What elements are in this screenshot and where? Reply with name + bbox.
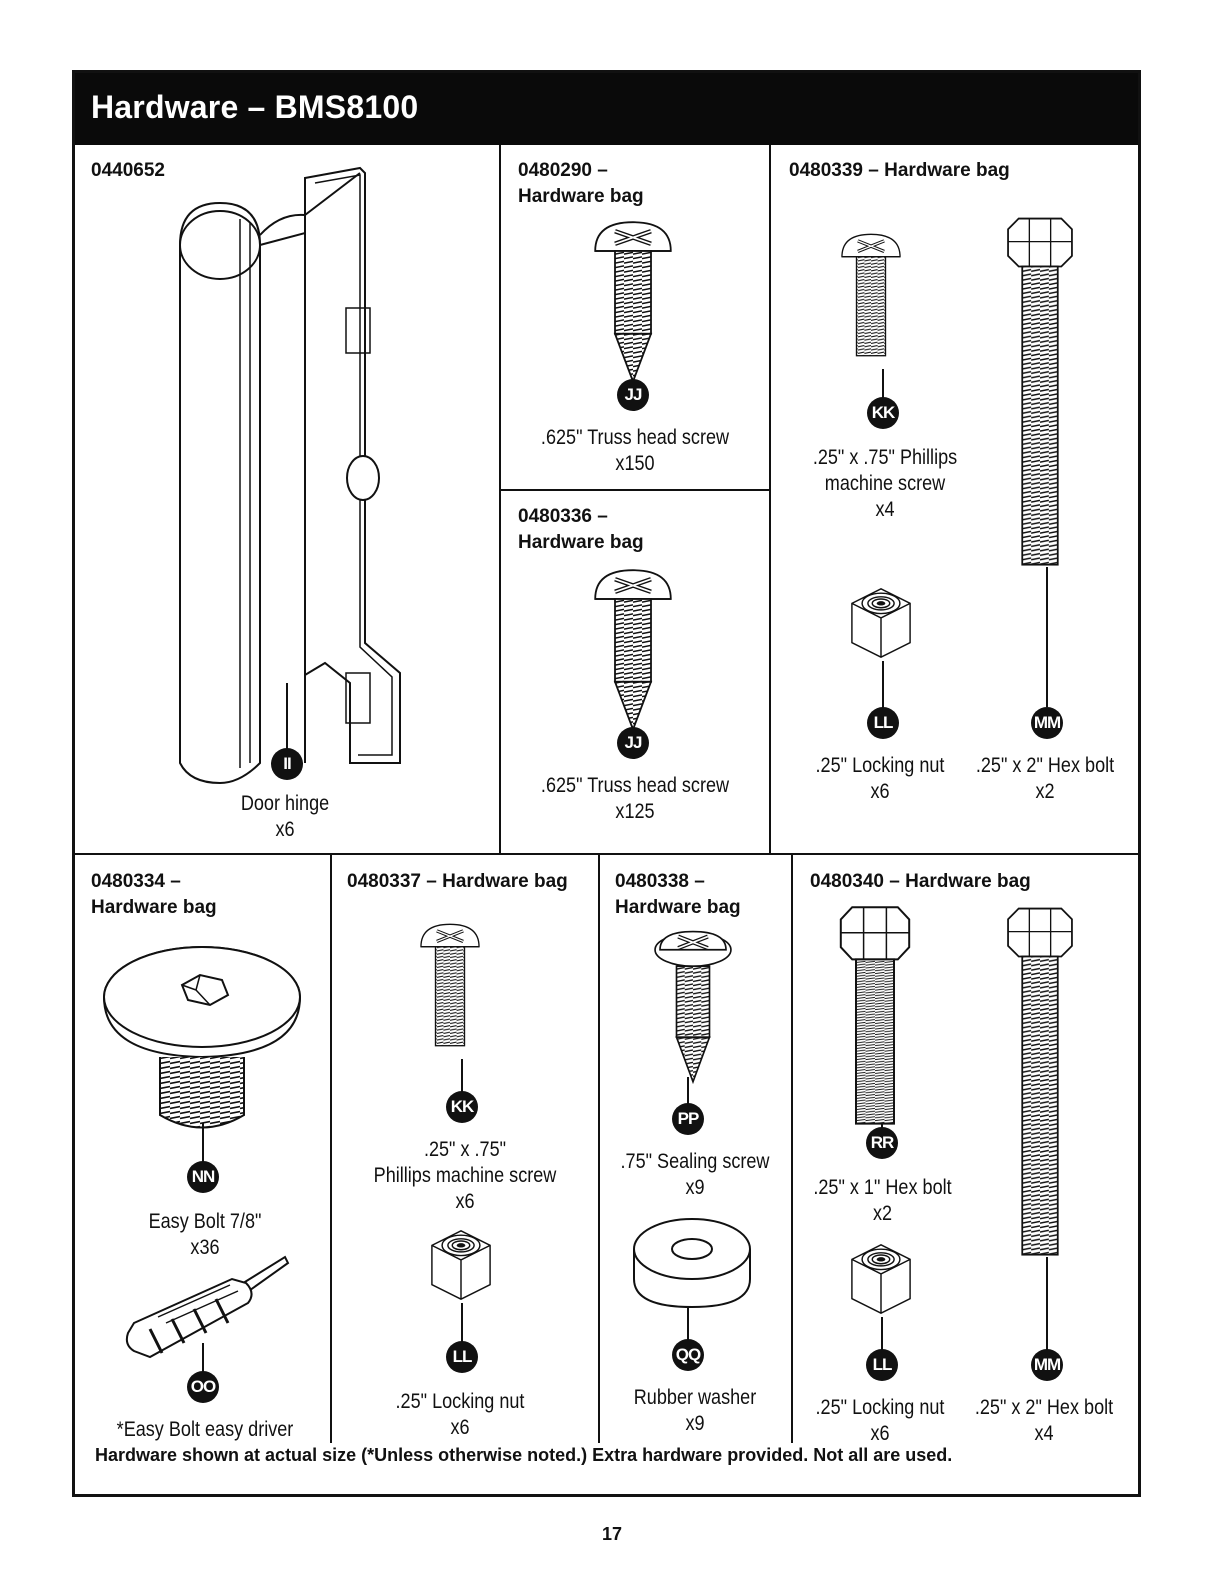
callout-ll: LL xyxy=(866,1349,898,1381)
part-name: Door hinge xyxy=(240,792,330,815)
callout-qq: QQ xyxy=(672,1339,704,1371)
part-code: 0480334 – xyxy=(91,871,181,892)
hardware-sheet xyxy=(72,70,1141,1497)
divider xyxy=(791,855,793,1443)
locking-nut-illustration xyxy=(415,1225,507,1305)
part-qty: x36 xyxy=(190,1236,220,1259)
rubber-washer-illustration xyxy=(630,1213,754,1313)
part-qty: x4 xyxy=(875,498,895,521)
part-qty: x125 xyxy=(615,800,655,823)
part-qty: x2 xyxy=(872,1202,893,1225)
callout-mm: MM xyxy=(1031,707,1063,739)
leader-line xyxy=(881,1317,883,1353)
part-code: 0480339 – Hardware bag xyxy=(789,160,1010,181)
part-name: Rubber washer xyxy=(633,1386,757,1409)
divider xyxy=(769,145,771,855)
divider xyxy=(75,853,1138,855)
part-name: .25" Locking nut xyxy=(815,1396,945,1419)
part-name: .25" x 2" Hex bolt xyxy=(975,754,1115,777)
leader-line xyxy=(1046,1257,1048,1351)
part-qty: x6 xyxy=(870,1422,890,1445)
part-name: .25" x .75" Phillips xyxy=(812,446,958,469)
callout-pp: PP xyxy=(672,1103,704,1135)
part-code: 0480338 – xyxy=(615,871,705,892)
leader-line xyxy=(882,369,884,399)
part-name: .25" x 2" Hex bolt xyxy=(974,1396,1114,1419)
locking-nut-illustration xyxy=(835,1239,927,1319)
part-name-cont: machine screw xyxy=(824,472,946,495)
part-code: 0440652 xyxy=(91,160,165,181)
leader-line xyxy=(1046,567,1048,707)
part-code-sub: Hardware bag xyxy=(615,897,741,918)
part-code: 0480290 – xyxy=(518,160,608,181)
callout-nn: NN xyxy=(187,1161,219,1193)
callout-rr: RR xyxy=(866,1127,898,1159)
part-name: .75" Sealing screw xyxy=(620,1150,770,1173)
part-name: .25" Locking nut xyxy=(815,754,945,777)
part-qty: x150 xyxy=(615,452,655,475)
part-qty: x6 xyxy=(870,780,890,803)
locking-nut-illustration xyxy=(835,583,927,663)
callout-ii: II xyxy=(271,748,303,780)
sealing-screw-illustration xyxy=(643,925,743,1090)
part-name: Easy Bolt 7/8" xyxy=(148,1210,262,1233)
part-qty: x9 xyxy=(685,1412,705,1435)
part-qty: x6 xyxy=(455,1190,475,1213)
part-name: *Easy Bolt easy driver xyxy=(116,1418,294,1441)
part-qty: x9 xyxy=(685,1176,705,1199)
part-qty: x2 xyxy=(1035,780,1055,803)
leader-line xyxy=(286,683,288,753)
truss-screw-illustration xyxy=(588,563,678,743)
part-name: .25" Locking nut xyxy=(395,1390,525,1413)
leader-line xyxy=(202,1343,204,1373)
leader-line xyxy=(882,661,884,711)
part-code-sub: Hardware bag xyxy=(518,532,644,553)
truss-screw-illustration xyxy=(588,215,678,395)
callout-kk: KK xyxy=(867,397,899,429)
part-name-cont: Phillips machine screw xyxy=(373,1164,557,1187)
part-qty: x4 xyxy=(1034,1422,1054,1445)
machine-screw-illustration xyxy=(838,215,904,375)
leader-line xyxy=(461,1059,463,1093)
callout-ll: LL xyxy=(446,1341,478,1373)
leader-line xyxy=(202,1123,204,1163)
easy-driver-illustration xyxy=(120,1253,290,1368)
part-code: 0480336 – xyxy=(518,506,608,527)
divider xyxy=(499,489,771,491)
part-name: .25" x 1" Hex bolt xyxy=(813,1176,952,1199)
callout-ll: LL xyxy=(867,707,899,739)
part-name: .625" Truss head screw xyxy=(540,774,730,797)
divider xyxy=(330,855,332,1443)
divider xyxy=(598,855,600,1443)
callout-kk: KK xyxy=(446,1091,478,1123)
easy-bolt-illustration xyxy=(100,935,304,1135)
part-name: .25" x .75" xyxy=(423,1138,507,1161)
hex-bolt-illustration xyxy=(1002,215,1078,570)
callout-oo: OO xyxy=(187,1371,219,1403)
part-qty: x6 xyxy=(275,818,295,841)
hex-bolt-illustration xyxy=(1002,905,1078,1260)
part-name: .625" Truss head screw xyxy=(540,426,730,449)
door-hinge-illustration xyxy=(120,163,460,778)
leader-line xyxy=(687,1307,689,1341)
callout-jj: JJ xyxy=(617,727,649,759)
page-title: Hardware – BMS8100 xyxy=(91,89,419,125)
divider xyxy=(499,145,501,855)
part-code: 0480337 – Hardware bag xyxy=(347,871,568,892)
part-code-sub: Hardware bag xyxy=(518,186,644,207)
page-number: 17 xyxy=(601,1524,623,1544)
footer-note: Hardware shown at actual size (*Unless otherwise noted.) Extra hardware provided. Not all are used. xyxy=(95,1445,953,1465)
title-bar xyxy=(75,73,1138,145)
callout-mm: MM xyxy=(1031,1349,1063,1381)
hex-bolt-short-illustration xyxy=(837,905,913,1127)
leader-line xyxy=(461,1303,463,1343)
callout-jj: JJ xyxy=(617,379,649,411)
machine-screw-illustration xyxy=(417,905,483,1065)
part-code-sub: Hardware bag xyxy=(91,897,217,918)
part-qty: x6 xyxy=(450,1416,470,1439)
part-code: 0480340 – Hardware bag xyxy=(810,871,1031,892)
